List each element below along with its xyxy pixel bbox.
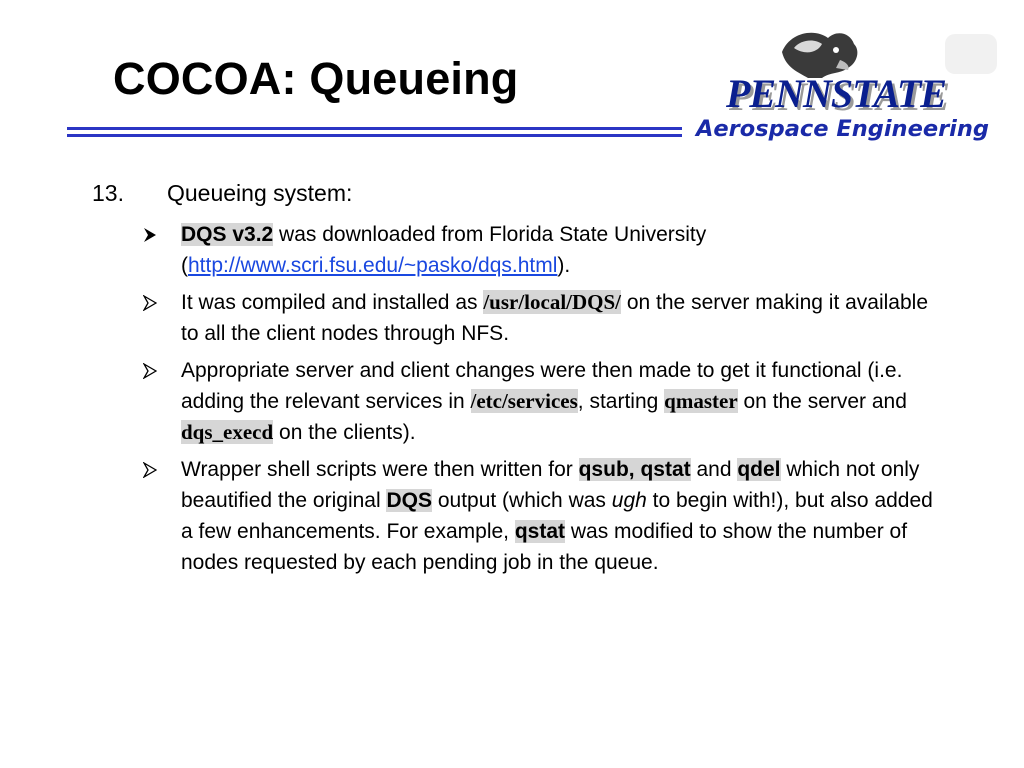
pennstate-logo bbox=[690, 22, 1010, 152]
arrow-bullet-icon bbox=[143, 462, 157, 478]
arrow-bullet-icon bbox=[143, 227, 157, 243]
dqs-version: DQS v3.2 bbox=[181, 223, 274, 246]
dqs-name: DQS bbox=[386, 489, 432, 512]
bullet-text: It was compiled and installed as bbox=[181, 291, 484, 314]
underline-top bbox=[67, 127, 682, 130]
arrow-bullet-icon bbox=[143, 363, 157, 379]
qmaster-daemon: qmaster bbox=[664, 389, 738, 413]
execd-daemon: dqs_execd bbox=[181, 420, 274, 444]
bullet-text: output (which was bbox=[432, 489, 612, 512]
department-name: Aerospace Engineering bbox=[696, 116, 990, 142]
arrow-bullet-icon bbox=[143, 295, 157, 311]
item-number: 13. bbox=[92, 180, 124, 206]
bullet-text: ). bbox=[557, 254, 571, 277]
bullet-text: Appropriate server and client changes were then made to get it functional (i.e. adding the relevant services in bbox=[181, 359, 903, 413]
bullet-text: was modified to show the number of nodes requested by each pending job in the queue. bbox=[181, 520, 908, 574]
qsub-qstat-commands: qsub, qstat bbox=[578, 458, 691, 481]
underline-bottom bbox=[67, 134, 682, 137]
install-path: /usr/local/DQS/ bbox=[483, 290, 622, 314]
bullet-text: , starting bbox=[577, 390, 665, 413]
bullet-text: and bbox=[690, 458, 738, 481]
slide-title: COCOA: Queueing bbox=[113, 53, 519, 104]
bullet-text: on the server and bbox=[737, 390, 907, 413]
bullet-item-3 bbox=[143, 355, 943, 448]
bullet-text: on the server making it available to all the client nodes through NFS. bbox=[181, 291, 929, 345]
ugh-word: ugh bbox=[611, 489, 647, 512]
bullet-text: which not only beautified the original bbox=[181, 458, 920, 512]
title-underline bbox=[67, 127, 682, 138]
pennstate-wordmark: PENNSTATE bbox=[726, 71, 946, 116]
dqs-url-link[interactable]: http://www.scri.fsu.edu/~pasko/dqs.html bbox=[188, 254, 558, 277]
qdel-command: qdel bbox=[737, 458, 781, 481]
item-heading: Queueing system: bbox=[167, 180, 353, 206]
bullet-list bbox=[143, 219, 943, 584]
bullet-text: was downloaded from Florida State University ( bbox=[181, 223, 707, 277]
services-file: /etc/services bbox=[470, 389, 578, 413]
bullet-text: to begin with!), but also added a few enhancements. For example, bbox=[181, 489, 933, 543]
bullet-text: on the clients). bbox=[273, 421, 416, 444]
bullet-item-1 bbox=[143, 219, 943, 281]
bullet-item-4 bbox=[143, 454, 943, 578]
qstat-command: qstat bbox=[514, 520, 566, 543]
bullet-item-2 bbox=[143, 287, 943, 349]
bullet-text: Wrapper shell scripts were then written for bbox=[181, 458, 579, 481]
